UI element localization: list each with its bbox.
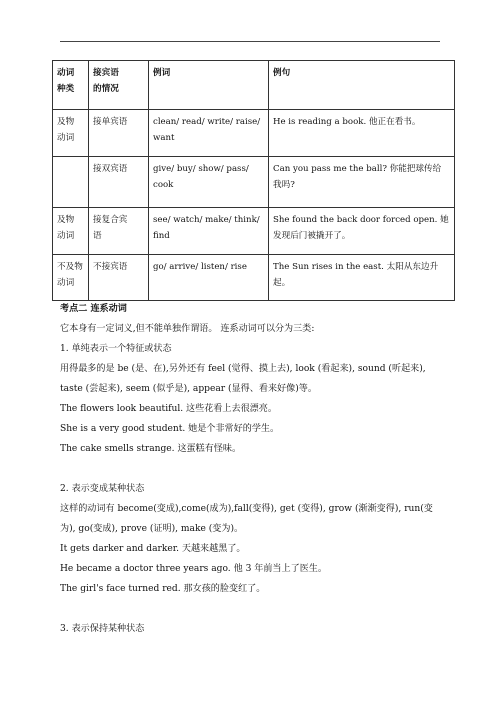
kind-cell: 不及物 动词 (53, 255, 89, 301)
example-sentence: She is a very good student. 她是个非常好的学生。 (60, 424, 280, 434)
example-cell: She found the back door forced open. 她 发现后门被撬开了。 (269, 208, 455, 255)
example-sentence: He became a doctor three years ago. 他 3 年前当上了医生。 (60, 564, 327, 574)
kind-cell (53, 157, 89, 208)
example-cell: The Sun rises in the east. 太阳从东边升 起。 (269, 255, 455, 301)
table-header-row (53, 61, 455, 110)
paragraph-line: 为), go(变成), prove (证明), make (变为)。 (60, 524, 244, 534)
words-cell: go/ arrive/ listen/ rise (149, 255, 269, 301)
object-cell: 接双宾语 (89, 157, 149, 208)
table-row (53, 157, 455, 208)
linking-verbs-section (60, 299, 445, 639)
header-rule (60, 41, 440, 42)
subsection-title: 2. 表示变成某种状态 (60, 484, 145, 494)
header-cell-example-words: 例词 (149, 61, 269, 110)
header-cell-verb-kind: 动词 种类 (53, 61, 89, 110)
section-intro: 它本身有一定词义,但不能单独作谓语。 连系动词可以分为三类: (60, 324, 315, 334)
table-row (53, 208, 455, 255)
subsection-title: 1. 单纯表示一个特征或状态 (60, 344, 172, 354)
object-cell: 不接宾语 (89, 255, 149, 301)
words-cell: give/ buy/ show/ pass/ cook (149, 157, 269, 208)
example-cell: Can you pass me the ball? 你能把球传给 我吗? (269, 157, 455, 208)
example-sentence: The cake smells strange. 这蛋糕有怪味。 (60, 444, 242, 454)
header-cell-object: 接宾语 的情况 (89, 61, 149, 110)
example-sentence: It gets darker and darker. 天越来越黑了。 (60, 544, 246, 554)
paragraph-line: 用得最多的是 be (是、在),另外还有 feel (觉得、摸上去), look (看起来), sound (听起来), (60, 364, 426, 374)
words-cell: clean/ read/ write/ raise/ want (149, 110, 269, 157)
verb-types-table (52, 60, 455, 301)
kind-cell: 及物 动词 (53, 208, 89, 255)
spacer (60, 599, 445, 619)
paragraph-line: 这样的动词有 become(变成),come(成为),fall(变得), get (变得), grow (渐渐变得), run(变 (60, 504, 433, 514)
example-cell: He is reading a book. 他正在看书。 (269, 110, 455, 157)
section-heading: 考点二 连系动词 (60, 303, 127, 314)
spacer (60, 459, 445, 479)
example-sentence: The girl's face turned red. 那女孩的脸变红了。 (60, 584, 266, 594)
words-cell: see/ watch/ make/ think/ find (149, 208, 269, 255)
object-cell: 接复合宾 语 (89, 208, 149, 255)
kind-cell: 及物 动词 (53, 110, 89, 157)
example-sentence: The flowers look beautiful. 这些花看上去很漂亮。 (60, 404, 277, 414)
paragraph-line: taste (尝起来), seem (似乎是), appear (显得、看来好像)等。 (60, 384, 317, 394)
table-row (53, 255, 455, 301)
table-row (53, 110, 455, 157)
subsection-title: 3. 表示保持某种状态 (60, 624, 145, 634)
header-cell-example-sentence: 例句 (269, 61, 455, 110)
object-cell: 接单宾语 (89, 110, 149, 157)
